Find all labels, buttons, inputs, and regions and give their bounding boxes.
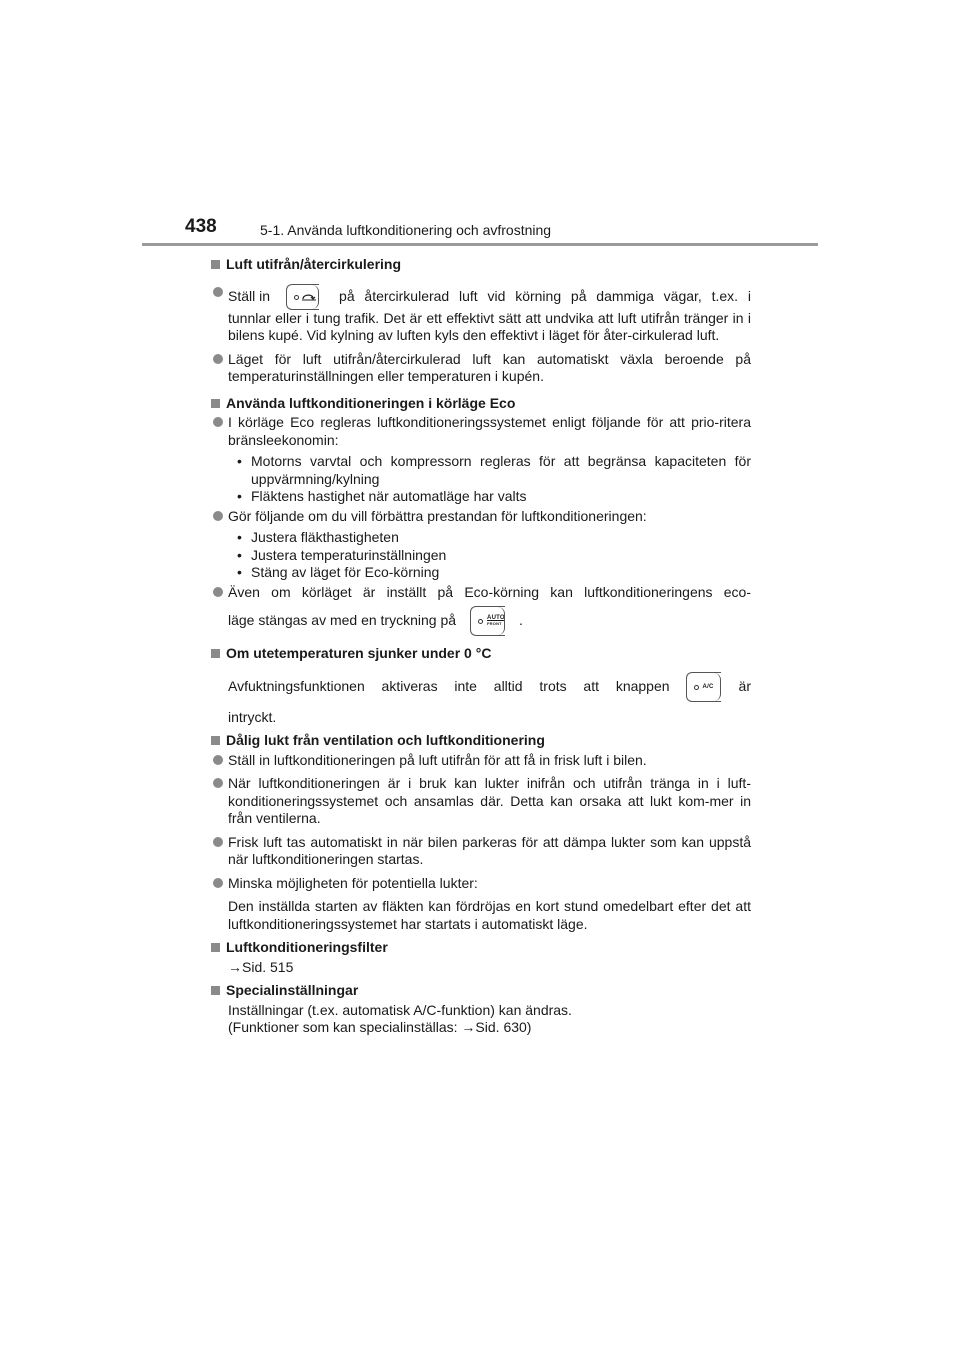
square-bullet-icon [211,399,220,408]
page-number: 438 [185,216,217,237]
sub-list-item: • Justera fläkthastigheten [237,529,399,545]
square-bullet-icon [211,986,220,995]
paragraph: Inställningar (t.ex. automatisk A/C-funktion) kan ändras. [228,1001,572,1018]
list-item: Frisk luft tas automatiskt in när bilen parkeras för att dämpa lukter som kan uppstå när luftkonditioneringen startas. [211,834,751,869]
list-item: Ställ in luftkonditioneringen på luft utifrån för att få in frisk luft i bilen. [211,752,751,770]
list-item: Läget för luft utifrån/återcirkulerad luft kan automatiskt växla beroende på temperaturinställningen eller temperaturen i kupén. [211,351,751,386]
list-item: Ställ in på återcirkulerad luft vid körning på dammiga vägar, t.ex. i tunnlar eller i tung trafik. Det är ett effektivt sätt att undvika att luft utifrån tränger in i bilens kupé. Vid kylning av luften kyls den effektivt i läget för åter-cirkulerad luft. [211,284,751,345]
page-content [211,252,751,1037]
page-reference-link[interactable]: (Funktioner som kan specialinställas: →Sid. 630) [228,1019,532,1035]
auto-button-icon: AUTO FRONT [470,606,505,636]
recirculation-button-icon [286,284,319,310]
sub-list-item: • Justera temperaturinställningen [237,546,447,563]
section-heading: Använda luftkonditioneringen i körläge Eco [211,395,751,413]
list-item: När luftkonditioneringen är i bruk kan lukter inifrån och utifrån tränga in i luft-konditioneringssystemet och ansamlas där. Detta kan orsaka att lukt kom-mer in från ventilerna. [211,775,751,828]
round-bullet-icon [213,354,223,364]
section-heading: Luft utifrån/återcirkulering [211,256,751,274]
square-bullet-icon [211,943,220,952]
section-heading: Specialinställningar [211,982,751,1000]
section-heading: Om utetemperaturen sjunker under 0 °C [211,645,751,663]
round-bullet-icon [213,755,223,765]
page-reference-link[interactable]: →Sid. 515 [228,958,294,975]
square-bullet-icon [211,649,220,658]
round-bullet-icon [213,837,223,847]
round-bullet-icon [213,287,223,297]
round-bullet-icon [213,587,223,597]
list-item: Även om körläget är inställt på Eco-körning kan luftkonditioneringens eco- läge stängas av med en tryckning på AUTO FRONT . [211,584,751,640]
header-rule [142,243,818,246]
round-bullet-icon [213,511,223,521]
recirculation-icon [302,292,316,302]
round-bullet-icon [213,778,223,788]
round-bullet-icon [213,878,223,888]
sub-list-item: • Stäng av läget för Eco-körning [237,564,440,580]
paragraph: Avfuktningsfunktionen aktiveras inte alltid trots att knappen A/C är intryckt. [211,669,751,727]
section-heading: Dålig lukt från ventilation och luftkonditionering [211,732,751,750]
sub-list-item: • Motorns varvtal och kompressorn regleras för att begränsa kapaciteten för uppvärmning/kylning [237,453,751,487]
sub-list-item: • Fläktens hastighet när automatläge har valts [237,488,527,504]
square-bullet-icon [211,260,220,269]
list-item: Minska möjligheten för potentiella lukter: [211,875,751,893]
section-heading: Luftkonditioneringsfilter [211,939,751,957]
ac-button-icon: A/C [686,672,721,702]
chapter-title: 5-1. Använda luftkonditionering och avfrostning [260,222,552,238]
list-item: Gör följande om du vill förbättra prestandan för luftkonditioneringen: [211,508,751,526]
round-bullet-icon [213,417,223,427]
square-bullet-icon [211,736,220,745]
paragraph: Den inställda starten av fläkten kan fördröjas en kort stund omedelbart efter det att luftkonditioneringssystemet har startats i automatiskt läge. [228,898,751,932]
list-item: I körläge Eco regleras luftkonditioneringssystemet enligt följande för att prio-ritera bränsleekonomin: [211,414,751,449]
